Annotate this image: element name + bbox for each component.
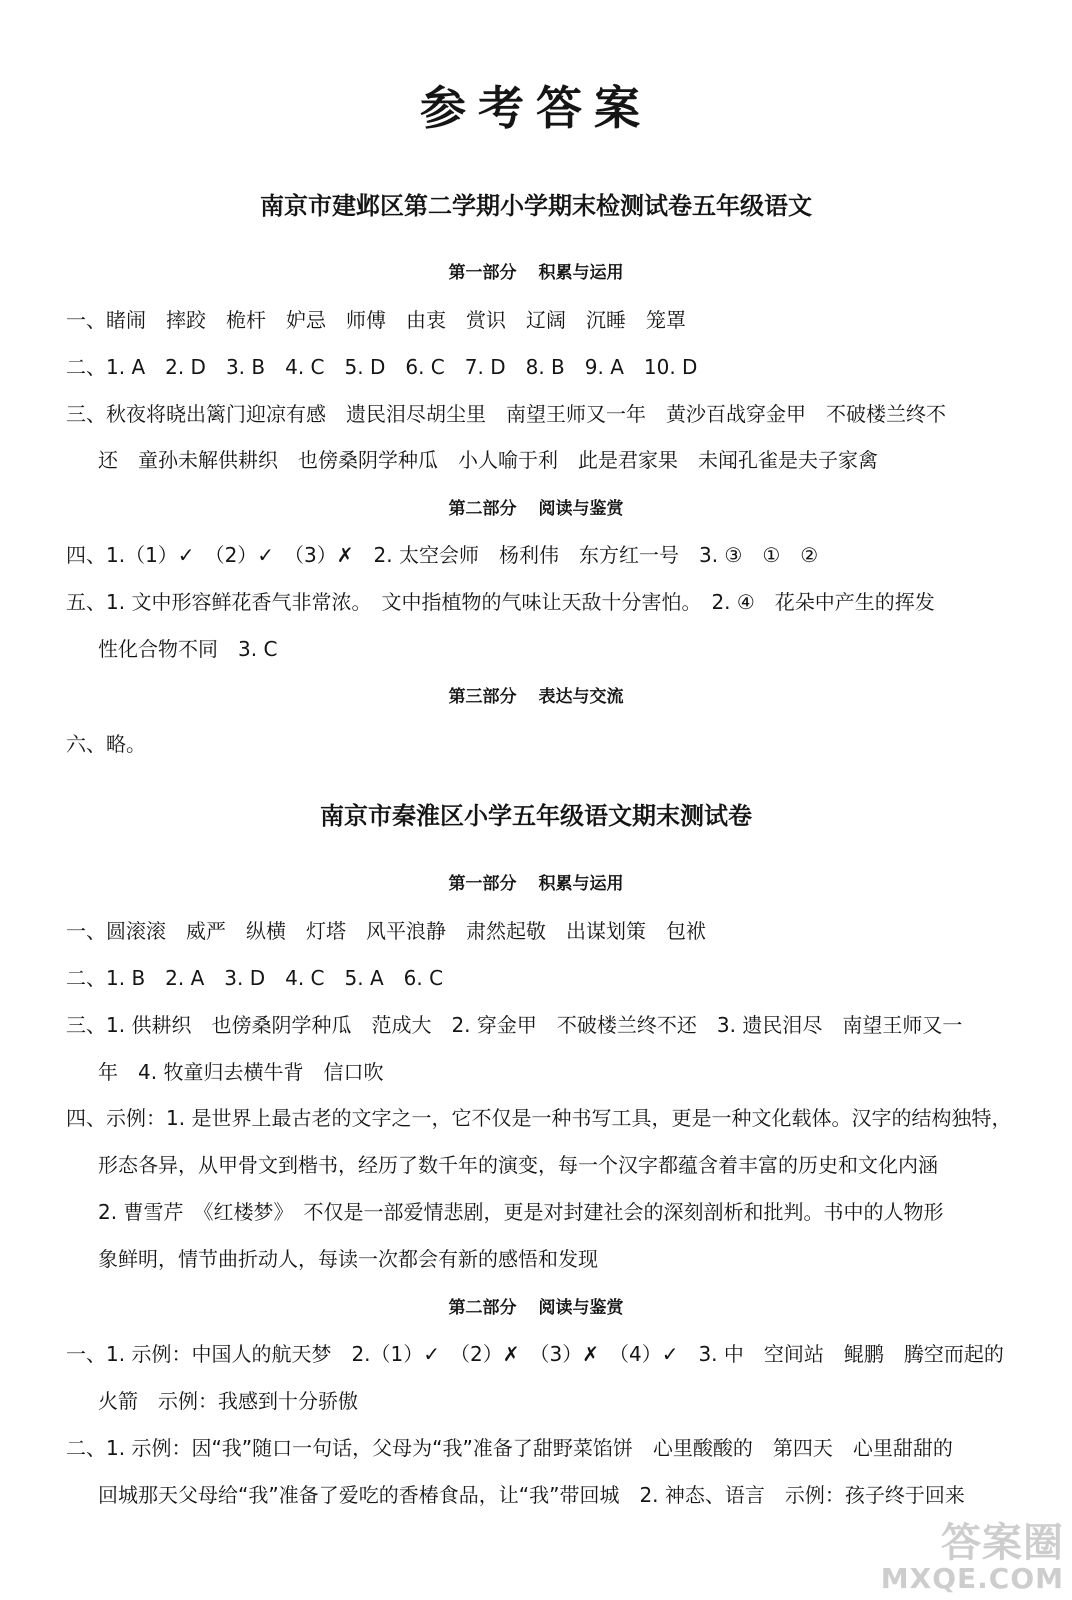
section-number: 第一部分 — [448, 263, 517, 283]
exam-title-1: 南京市建邺区第二学期小学期末检测试卷五年级语文 — [260, 192, 812, 220]
answer-line: 六、略。 — [66, 732, 146, 756]
section-name: 阅读与鉴赏 — [538, 499, 624, 519]
answer-line: 二、1. 示例：因“我”随口一句话，父母为“我”准备了甜野菜馅饼 心里酸酸的 第四天 心里甜甜的 — [66, 1436, 953, 1460]
watermark-url: MXQE.COM — [880, 1562, 1064, 1595]
section-number: 第二部分 — [448, 1298, 517, 1318]
answer-line: 三、秋夜将晓出篱门迎凉有感 遗民泪尽胡尘里 南望王师又一年 黄沙百战穿金甲 不破楼兰终不 — [66, 402, 946, 426]
answer-line: 象鲜明，情节曲折动人，每读一次都会有新的感悟和发现 — [98, 1247, 598, 1271]
section-heading — [0, 1293, 1072, 1318]
answer-line: 五、1. 文中形容鲜花香气非常浓。 文中指植物的气味让天敌十分害怕。 2. ④ 花朵中产生的挥发 — [66, 590, 935, 614]
section-name: 表达与交流 — [538, 687, 624, 707]
answer-line: 四、1.（1）✓ （2）✓ （3）✗ 2. 太空会师 杨利伟 东方红一号 3. ③ ① ② — [66, 543, 819, 567]
answer-line: 回城那天父母给“我”准备了爱吃的香椿食品，让“我”带回城 2. 神态、语言 示例：孩子终于回来 — [98, 1483, 965, 1507]
page-title: 参考答案 — [420, 81, 652, 135]
answer-line: 一、睹闹 摔跤 桅杆 妒忌 师傅 由衷 赏识 辽阔 沉睡 笼罩 — [66, 308, 686, 332]
answer-line: 二、1. B 2. A 3. D 4. C 5. A 6. C — [66, 966, 444, 990]
section-number: 第二部分 — [448, 499, 517, 519]
answer-line: 年 4. 牧童归去横牛背 信口吹 — [98, 1060, 384, 1084]
answer-line: 性化合物不同 3. C — [98, 637, 278, 661]
section-heading — [0, 258, 1072, 283]
answer-line: 形态各异，从甲骨文到楷书，经历了数千年的演变，每一个汉字都蕴含着丰富的历史和文化内涵 — [98, 1153, 938, 1177]
section-number: 第三部分 — [448, 687, 517, 707]
answer-line: 四、示例：1. 是世界上最古老的文字之一，它不仅是一种书写工具，更是一种文化载体。汉字的结构独特， — [66, 1106, 1012, 1130]
answer-line: 一、圆滚滚 威严 纵横 灯塔 风平浪静 肃然起敬 出谋划策 包袱 — [66, 919, 706, 943]
answer-line: 二、1. A 2. D 3. B 4. C 5. D 6. C 7. D 8. B 9. A 10. D — [66, 355, 698, 379]
section-heading — [0, 682, 1072, 707]
answer-line: 还 童孙未解供耕织 也傍桑阴学种瓜 小人喻于利 此是君家果 未闻孔雀是夫子家禽 — [98, 448, 878, 472]
section-name: 积累与运用 — [538, 874, 624, 894]
section-heading — [0, 869, 1072, 894]
watermark-logo — [881, 1522, 1064, 1594]
section-heading — [0, 494, 1072, 519]
answer-line: 三、1. 供耕织 也傍桑阴学种瓜 范成大 2. 穿金甲 不破楼兰终不还 3. 遗民泪尽 南望王师又一 — [66, 1013, 963, 1037]
section-number: 第一部分 — [448, 874, 517, 894]
section-name: 积累与运用 — [538, 263, 624, 283]
answer-line: 火箭 示例：我感到十分骄傲 — [98, 1389, 358, 1413]
watermark-text: 答案圈 — [941, 1520, 1064, 1566]
answer-line: 2. 曹雪芹 《红楼梦》 不仅是一部爱情悲剧，更是对封建社会的深刻剖析和批判。书中的人物形 — [98, 1200, 944, 1224]
exam-title-2: 南京市秦淮区小学五年级语文期末测试卷 — [320, 802, 752, 830]
answer-line: 一、1. 示例：中国人的航天梦 2.（1）✓ （2）✗ （3）✗ （4）✓ 3. 中 空间站 鲲鹏 腾空而起的 — [66, 1342, 1004, 1366]
section-name: 阅读与鉴赏 — [538, 1298, 624, 1318]
